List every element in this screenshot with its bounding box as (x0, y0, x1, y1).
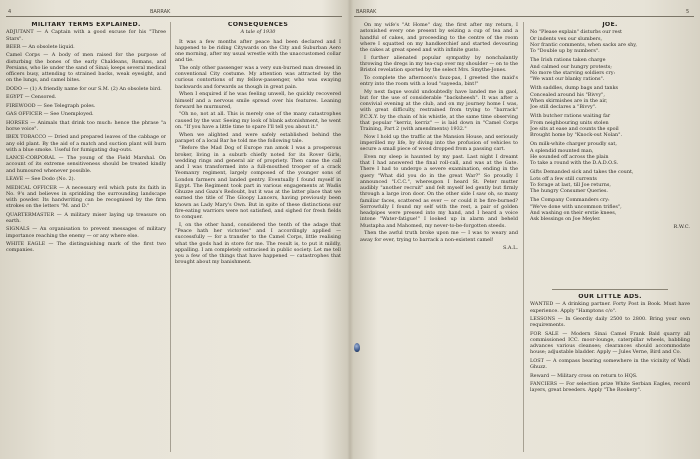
story-paragraph: "Before the Mad Dog of Europe ran amok I was a prosperous broker, living in a suburb chiefly noted for its Rover Girls, wedding rings and general air of propriety. Then came the call and I was transformed into a full-mouthed trooper of a crack Yeomanry regiment, largely composed of the younger sons of London farmers and landed gentry. Eventually I found myself in Egypt. The Regiment took part in various engagements at Wadis Ghuzze and Gaza's Redoubt, but it was at the latter place that we earned the title of The Gloopy Lancers, having previously been known as Lady Mary's Own. But in spite of these distinctions our fire-eating warriors were not satisfied, and sighed for fresh fields to conquer. (175, 145, 341, 221)
military-terms-column (6, 22, 166, 452)
term-entry: LEAVE — See Dodo (No. 2). (6, 176, 76, 183)
right-page (352, 0, 700, 459)
poem-line: From neighbouring units stolen (530, 119, 609, 126)
poem-line: With butcher rations waiting far (530, 113, 611, 120)
term-entry: LANCE-CORPORAL — The young of the Field Marshal. On account of its extreme sensitiveness should be treated kindly and humoured whenever possible. (6, 155, 166, 174)
poem-line: "We want our blanky rations". (530, 76, 605, 82)
ad-entry: WANTED — A drinking partner. Forty Post in Book. Must have experience. Apply "Hamptons c/o". (530, 301, 690, 314)
ad-entry: Reward — Military cross on return to HQS. (530, 372, 638, 379)
poem-line: Joe still declares a "Bivvy". (530, 104, 597, 110)
poem-line: Gifts Demanded sick and takes the count, (530, 169, 634, 176)
story-paragraph: I, on the other hand, considered the tenth of the adage that "Peace hath her victories" and I accordingly applied — successfully — for a transfer to the Camel Corps, little realising what the gods had in store for me. The result is, to put it mildly, appalling. I am completely ostracised in public society. Let me tell you a few of the things that have happened — catastrophes that brought about my banishment. (175, 221, 341, 266)
story-paragraph: I further alienated popular sympathy by nonchalantly throwing the dregs in my tea-cup over my shoulder — on to the Bristol revelation sported by the select Mrs. Smythe-Jones. (360, 54, 518, 74)
term-entry: Camel Corps — A body of men raised for the purpose of disturbing the bones of the early Chaldeans, Romans, and Persians, who lie under the sand of Sinai; keeps several medical officers busy, attending to strained backs, weak eyesight, and on the lungs, and camel bites. (6, 52, 166, 84)
term-entry: DODO — (1) A friendly name for our S.M. (2) An obsolete bird. (6, 85, 162, 92)
story-paragraph: When we alighted and were safely established behind the parapet of a local Bar he told me the following tale. (175, 131, 341, 144)
poem-line: The Irish rations taken charge (530, 57, 606, 64)
story-signature: S.A.L. (503, 244, 518, 251)
poem-line: Joe sits at ease and counts the spoil (530, 125, 619, 132)
term-entry: QUARTERMASTER — A military miser laying up treasure on earth. (6, 211, 166, 224)
section-divider (552, 289, 668, 290)
left-running-title: BARRAK (150, 9, 171, 15)
right-running-title: BARRAK (356, 9, 377, 15)
left-column-divider (170, 22, 171, 452)
poem-line: Lots off a few still currents (530, 175, 597, 182)
story-paragraph: On my wife's "At Home" day, the first after my return, I astonished every one present by seizing a cup of tea and a handful of cakes, and proceeding to the centre of the room where I squatted on my handkerchief and started devouring the cakes at great speed and with infinite gusto. (360, 22, 518, 53)
term-entry: IBEX TOBACCO — Dried and prepared leaves of the cabbage or any old plant. By the aid of a match and suction plant will burn with a blue smoke. Useful for fumigating dug-outs. (6, 134, 166, 153)
joe-poem (530, 29, 690, 222)
ad-entry: LOST — A compass bearing somewhere in the vicinity of Wadi Ghuzz. (530, 357, 690, 371)
poem-line: To forage at last, till Joe returns, (530, 181, 611, 188)
story-paragraph: My next faque would undoubtedly have landed me in gaol, but for the use of considerable "backsheesh". It was after a convivial evening at the club, and on my journey home I was, with great difficulty, restrained from trying to "barrack" P.C.X.Y. by the chain of his whistle, at the same time observing that popular "kerriz, kerriz" — is laid down in "Camel Corps Training, Part 2 (with amendments) 1932." (360, 88, 518, 133)
story-paragraph: The only other passenger was a very sun-burned man dressed in conventional City costume. My attention was attracted by the curious contortions of my fellow-passenger, who was swaying backwards and forwards as though in great pain. (175, 64, 341, 90)
poem-line: He sounded off across the plain (530, 153, 609, 160)
poem-line: And washing on their erstie knees, (530, 209, 617, 216)
poem-line: "We've done with uncommon trifles", (530, 203, 622, 210)
term-entry: EGYPT — Censored. (6, 94, 57, 101)
consequences-subtitle: A tale of 1930 (240, 29, 276, 36)
term-entry: FIREWOOD — See Telegraph poles. (6, 102, 96, 109)
poem-line: With saddles, dump bags and tanks (530, 85, 619, 92)
poem-line: The hungry Consumer Queries. (530, 188, 608, 194)
pin-head-icon (354, 343, 360, 352)
poem-line: Brought home by "Knock-out Nolan". (530, 132, 622, 138)
ad-entry: LESSONS — In Geordiy daily 2500 to 2800. Bring your own requirements. (530, 315, 690, 329)
story-paragraph: Even my sleep is haunted by my past. Last night I dreamt that I had answered the final roll-call, and was at the Gate. There I had to undergo a severe examination, ending in the query "What did you do in the great War?" So proudly I announced "I.C.C.", whereupon I heard St. Peter mutter audibly "another recruit" and felt myself led gently but firmly through a large iron door. On the other side I saw oh, so many familiar faces, scattered as ever — or could it be fire-burned? Sorrowfully I found my self with the rest, a pair of golden headpipes were pressed into my hand, and I heard a voice intone "Water-fatigue!" I looked up in alarm and beheld Mustapha and Mahomed, my never-to-be-forgotten steeds. (360, 153, 518, 229)
left-page (0, 0, 349, 459)
story-continued-column (360, 22, 518, 452)
left-header-rule (6, 16, 342, 17)
term-entry: GAS OFFICER — See Unemployed. (6, 111, 94, 118)
poem-line: Ask blessings on Joe Meyler. (530, 216, 601, 222)
term-entry: WHITE EAGLE — The distinguishing mark of the first two companies. (6, 241, 166, 254)
poem-line: No "Please explain" disturbs our rest (530, 29, 622, 36)
poem-line: No more the starving soldiers cry: (530, 69, 616, 76)
poem-line: On milk-white charger proudly sat, (530, 141, 617, 148)
ad-entry: FOR SALE — Modern Sinai Camel Frank Bald quarry all commissioned ICC. moor-lounge, caterpillar wheels, babbling advances various cleanses; clearances should accommodate house; adjustable bladder. Apply — Jules Verne, Bird and Co. (530, 330, 690, 356)
poem-line: To take a round with the D.A.D.O.S. (530, 160, 619, 166)
poem-line: The Company Commanders cry: (530, 197, 610, 204)
poem-line: A splendid mounted man, (530, 147, 594, 154)
poem-line: And calmed our hungry protests; (530, 63, 612, 70)
consequences-title: CONSEQUENCES (227, 22, 289, 28)
poem-line: When skirmishes are in the air, (530, 97, 608, 104)
story-paragraph: It was a few months after peace had been declared and I happened to be riding Citywards on the City and Suburban Aero one morning, after my usual wrestle with the unaccustomed collar and tie. (175, 38, 341, 64)
term-entry: HORSES — Animals that drink too much: hence the phrase "a horse voice". (6, 119, 166, 132)
consequences-column (175, 22, 341, 452)
story-paragraph: When I enquired if he was feeling unwell, he quickly recovered himself and a nervous smile spread over his features. Leaning forward he murmured, (175, 91, 341, 110)
story-paragraph: To complete the afternoon's faux-pas, I greeted the maid's entry into the room with a loud "sayeeda, bint!" (360, 74, 518, 88)
term-entry: BEER — An obsolete liquid. (6, 43, 75, 50)
story-paragraph: Then the awful truth broke upon me — I was to weary and away for ever, trying to barrack a non-existent camel! (360, 230, 518, 243)
little-ads-column (530, 294, 690, 454)
ad-entry: FANCIERS — For selection prize White Serbian Eagles, record layers, great breeders. Apply "The Rookery". (530, 380, 690, 394)
joe-signature: R.W.C. (673, 224, 690, 231)
poem-line: Concealed around his "Bivvy", (530, 91, 605, 98)
poem-line: To "Double up by numbers". (530, 48, 600, 54)
left-page-number: 4 (8, 9, 12, 15)
right-column-divider (523, 22, 524, 452)
joe-title: JOE. (602, 22, 618, 28)
poem-line: Or indents vex our slumbers, (530, 35, 603, 42)
military-terms-title: MILITARY TERMS EXPLAINED. (31, 22, 141, 28)
right-page-number: 5 (686, 9, 690, 15)
right-header-rule (354, 16, 694, 17)
little-ads-title: OUR LITTLE ADS. (578, 294, 642, 300)
term-entry: ADJUTANT — A Captain with a good excuse for his "Three Stars". (6, 29, 166, 42)
poem-line: Nor frantic comments, when sacks are shy, (530, 41, 637, 48)
joe-poem-column (530, 22, 690, 284)
term-entry: MEDICAL OFFICER — A necessary evil which puts its faith in No. 9's and believes in sprinkling the surrounding landscape with powder. Its handwriting can be recognised by the firm strokes on the letters "M. and D." (6, 184, 166, 210)
story-paragraph: "Oh no, not at all. This is merely one of the many catastrophes caused by the war. Seeing my look of blank astonishment, he went on. "If you have a little time to spare I'll tell you about it." (175, 111, 341, 130)
term-entry: SIGNALS — An organisation to prevent messages of military importance reaching the enemy — or any where else. (6, 226, 166, 239)
story-paragraph: Now I hold up the traffic at the Mansion House, and seriously imperilled my life, by diving into the profusion of vehicles to secure a small piece of wood dropped from a passing cart. (360, 133, 518, 153)
